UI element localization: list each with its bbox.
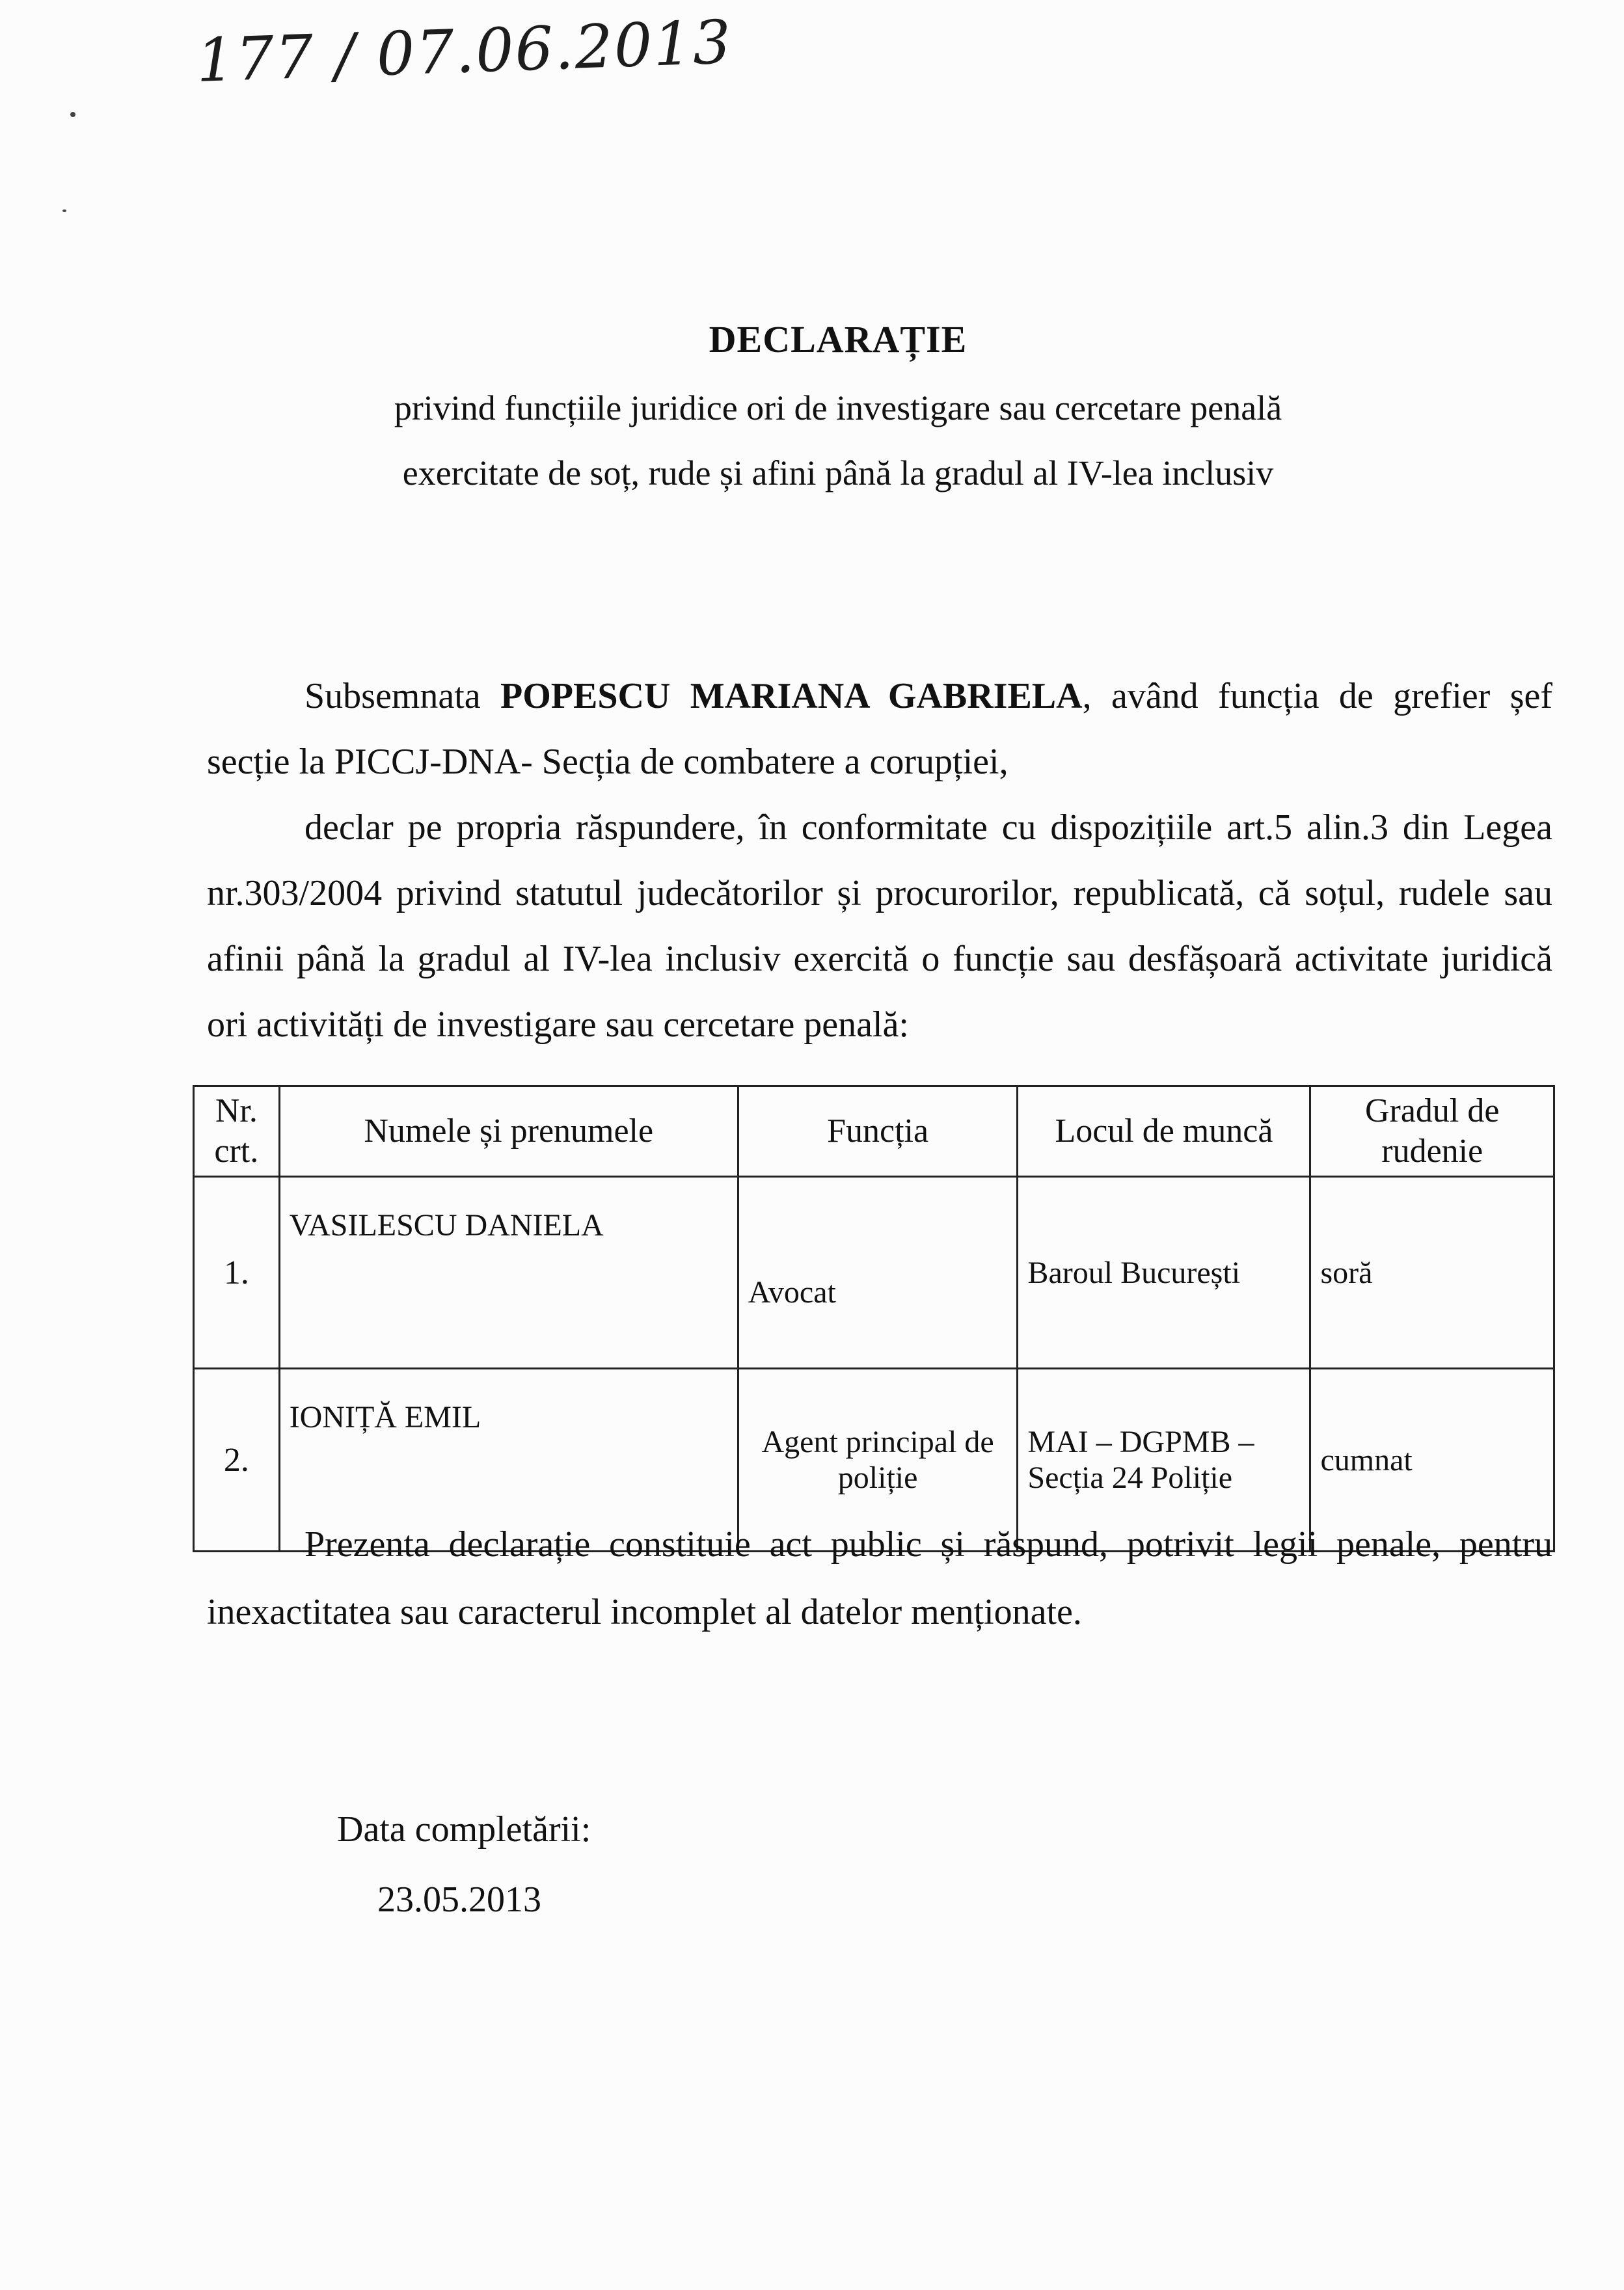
row-nr: 1. [194,1177,280,1369]
relatives-table [193,1085,1555,1552]
document-subtitle-line1: privind funcțiile juridice ori de investigare sau cercetare penală [394,388,1282,427]
row-name: VASILESCU DANIELA [279,1177,738,1369]
row-workplace: Baroul București [1018,1177,1310,1369]
row-workplace: MAI – DGPMB – Secția 24 Poliție [1018,1369,1310,1552]
closing-paragraph [207,1511,1552,1646]
document-subtitle-line2: exercitate de soț, rude și afini până la gradul al IV-lea inclusiv [402,453,1274,492]
row-nr: 2. [194,1369,280,1552]
table-header-row [194,1086,1554,1177]
header-nr: Nr. crt. [194,1086,280,1177]
scan-speck [62,209,66,212]
closing-text: Prezenta declarație constituie act public și răspund, potrivit legii penale, pentru inexactitatea sau caracterul incomplet al datelor menționate. [207,1524,1552,1632]
header-kinship: Gradul de rudenie [1310,1086,1554,1177]
header-name: Numele și prenumele [279,1086,738,1177]
declarant-paragraph [207,664,1552,795]
table-row [194,1177,1554,1369]
row-kinship: soră [1310,1177,1554,1369]
row-kinship: cumnat [1310,1369,1554,1552]
row-function: Agent principal de poliție [738,1369,1018,1552]
declarant-name: POPESCU MARIANA GABRIELA [500,676,1083,716]
row-name: IONIȚĂ EMIL [279,1369,738,1552]
registration-note-handwritten: 177 / 07.06.2013 [195,7,734,96]
row-function: Avocat [738,1177,1018,1369]
declarant-role: , având funcția de grefier șef secție la PICCJ-DNA- Secția de combatere a corupției, [207,676,1552,782]
declaration-text: declar pe propria răspundere, în conformitate cu dispozițiile art.5 alin.3 din Legea nr.303/2004 privind statutul judecătorilor și procurorilor, republicată, că soțul, rudele sau afinii până la gradul al IV-lea inclusiv exercită o funcție sau desfășoară activitate juridică ori activități de investigare sau cercetare penală: [207,807,1552,1045]
completion-date-value: 23.05.2013 [377,1879,541,1920]
completion-date-label: Data completării: [337,1809,591,1850]
header-function: Funcția [738,1086,1018,1177]
document-title: DECLARAȚIE [709,318,968,360]
header-workplace: Locul de muncă [1018,1086,1310,1177]
scan-speck [70,112,75,117]
declaration-paragraph [207,795,1552,1058]
declarant-prefix: Subsemnata [304,676,481,716]
